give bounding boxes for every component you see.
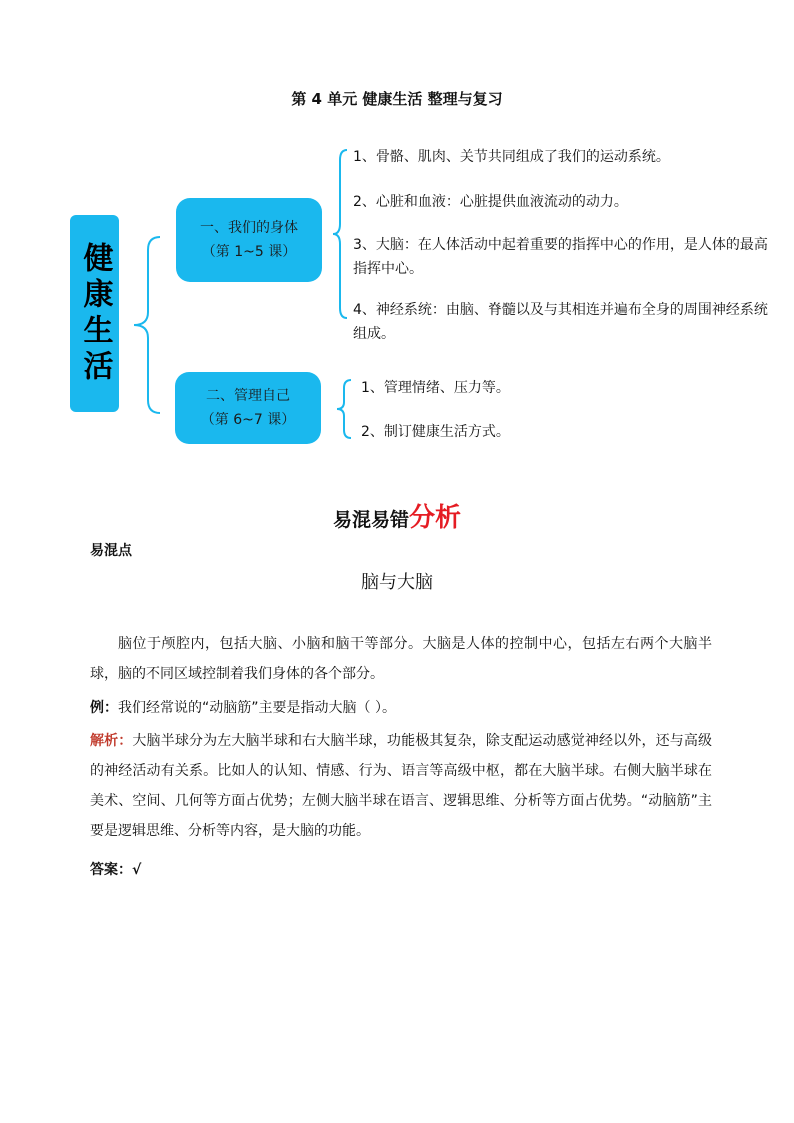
example-label: 例： (90, 700, 118, 716)
example-paragraph (90, 693, 712, 723)
root-brace (134, 237, 160, 413)
mindmap-branch-body (176, 198, 322, 282)
section-heading (0, 497, 794, 534)
leaf-item: 2、制订健康生活方式。 (361, 424, 510, 440)
section-heading-prefix: 易混易错 (332, 509, 409, 531)
topic-title: 脑与大脑 (361, 572, 433, 593)
branch-lessons: （第 1~5 课） (201, 244, 297, 260)
mindmap-root (70, 215, 119, 412)
branch2-brace (337, 380, 351, 438)
answer-label: 答案： (90, 862, 132, 878)
intro-paragraph: 脑位于颅腔内，包括大脑、小脑和脑干等部分。大脑是人体的控制中心，包括左右两个大脑半球，脑的不同区域控制着我们身体的各个部分。 (90, 636, 712, 682)
leaf-item: 1、管理情绪、压力等。 (361, 380, 510, 396)
leaf-item: 2、心脏和血液：心脏提供血液流动的动力。 (353, 194, 628, 210)
leaf-item: 4、神经系统：由脑、脊髓以及与其相连并遍布全身的周围神经系统组成。 (353, 302, 768, 342)
branch1-brace (333, 150, 347, 318)
answer-text: √ (132, 862, 142, 878)
subheading: 易混点 (90, 543, 132, 559)
example-text: 我们经常说的“动脑筋”主要是指动大脑（ ）。 (118, 700, 396, 716)
mindmap-root-label: 健康生活 (77, 241, 113, 386)
explanation-label: 解析： (90, 733, 133, 749)
answer-paragraph (90, 855, 712, 885)
section-heading-emphasis: 分析 (409, 503, 462, 533)
leaf-item: 1、骨骼、肌肉、关节共同组成了我们的运动系统。 (353, 149, 670, 165)
leaf-item: 3、大脑：在人体活动中起着重要的指挥中心的作用，是人体的最高指挥中心。 (353, 237, 768, 277)
mindmap-branch-self (175, 372, 321, 444)
explanation-paragraph (90, 726, 712, 846)
branch-label: 一、我们的身体 (200, 220, 298, 236)
explanation-text: 大脑半球分为左大脑半球和右大脑半球，功能极其复杂，除支配运动感觉神经以外，还与高级的神经活动有关系。比如人的认知、情感、行为、语言等高级中枢，都在大脑半球。右侧大脑半球在美术、空间、几何等方面占优势；左侧大脑半球在语言、逻辑思维、分析等方面占优势。“动脑筋”主要是逻辑思维、分析等内容，是大脑的功能。 (90, 733, 713, 839)
branch-label: 二、管理自己 (206, 388, 290, 404)
page-title: 第 4 单元 健康生活 整理与复习 (291, 90, 503, 108)
branch-lessons: （第 6~7 课） (200, 412, 296, 428)
